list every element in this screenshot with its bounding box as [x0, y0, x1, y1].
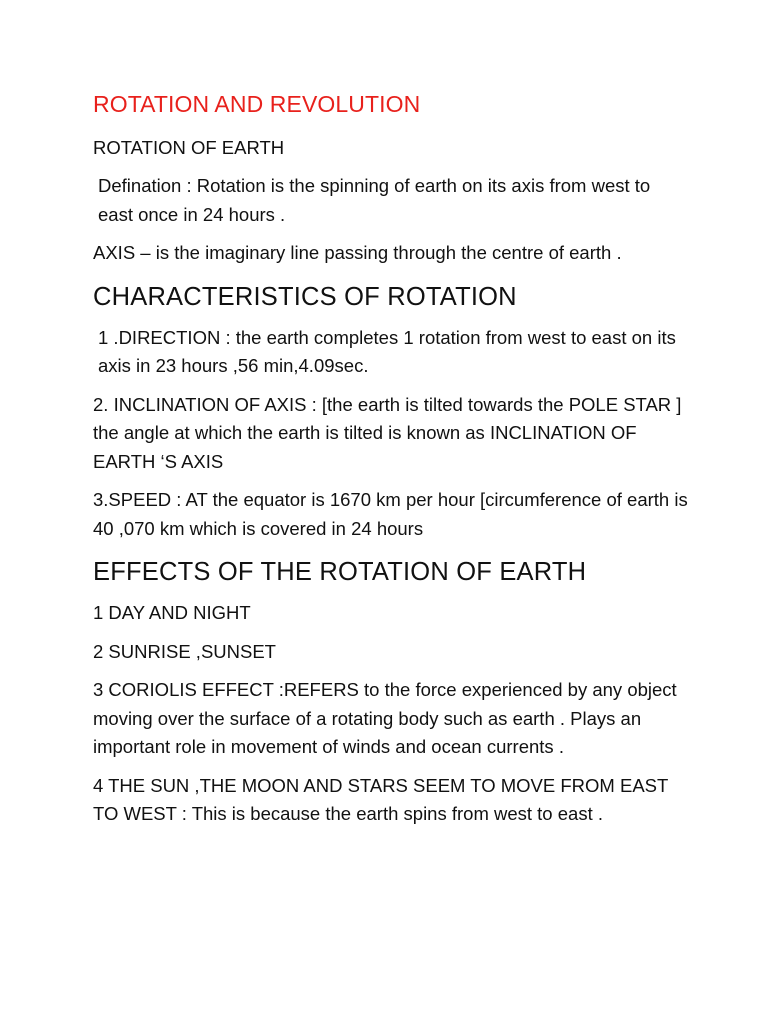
axis-paragraph: AXIS – is the imaginary line passing through the centre of earth . [93, 242, 622, 263]
effect-coriolis: 3 CORIOLIS EFFECT :REFERS to the force experienced by any object moving over the surface of a rotating body such as earth . Plays an important role in movement of winds and ocean currents . [93, 679, 677, 757]
effect-apparent-motion: 4 THE SUN ,THE MOON AND STARS SEEM TO MOVE FROM EAST TO WEST : This is because the earth spins from west to east . [93, 774, 668, 824]
characteristic-speed: 3.SPEED : AT the equator is 1670 km per hour [circumference of earth is 40 ,070 km which is covered in 24 hours [93, 489, 688, 539]
effects-heading: EFFECTS OF THE ROTATION OF EARTH [93, 558, 587, 586]
characteristic-inclination: 2. INCLINATION OF AXIS : [the earth is tilted towards the POLE STAR ] the angle at which the earth is tilted is known as INCLINATION OF EARTH ‘S AXIS [93, 393, 682, 472]
effect-sunrise-sunset: 2 SUNRISE ,SUNSET [93, 640, 276, 662]
section-subtitle: ROTATION OF EARTH [93, 137, 285, 158]
characteristic-direction: 1 .DIRECTION : the earth completes 1 rotation from west to east on its axis in 23 hours ,56 min,4.09sec. [98, 326, 676, 376]
effect-day-night: 1 DAY AND NIGHT [93, 602, 251, 623]
document-title: ROTATION AND REVOLUTION [93, 91, 421, 117]
characteristics-heading: CHARACTERISTICS OF ROTATION [93, 282, 517, 311]
definition-paragraph: Defination : Rotation is the spinning of earth on its axis from west to east once in 24 hours . [98, 175, 651, 225]
